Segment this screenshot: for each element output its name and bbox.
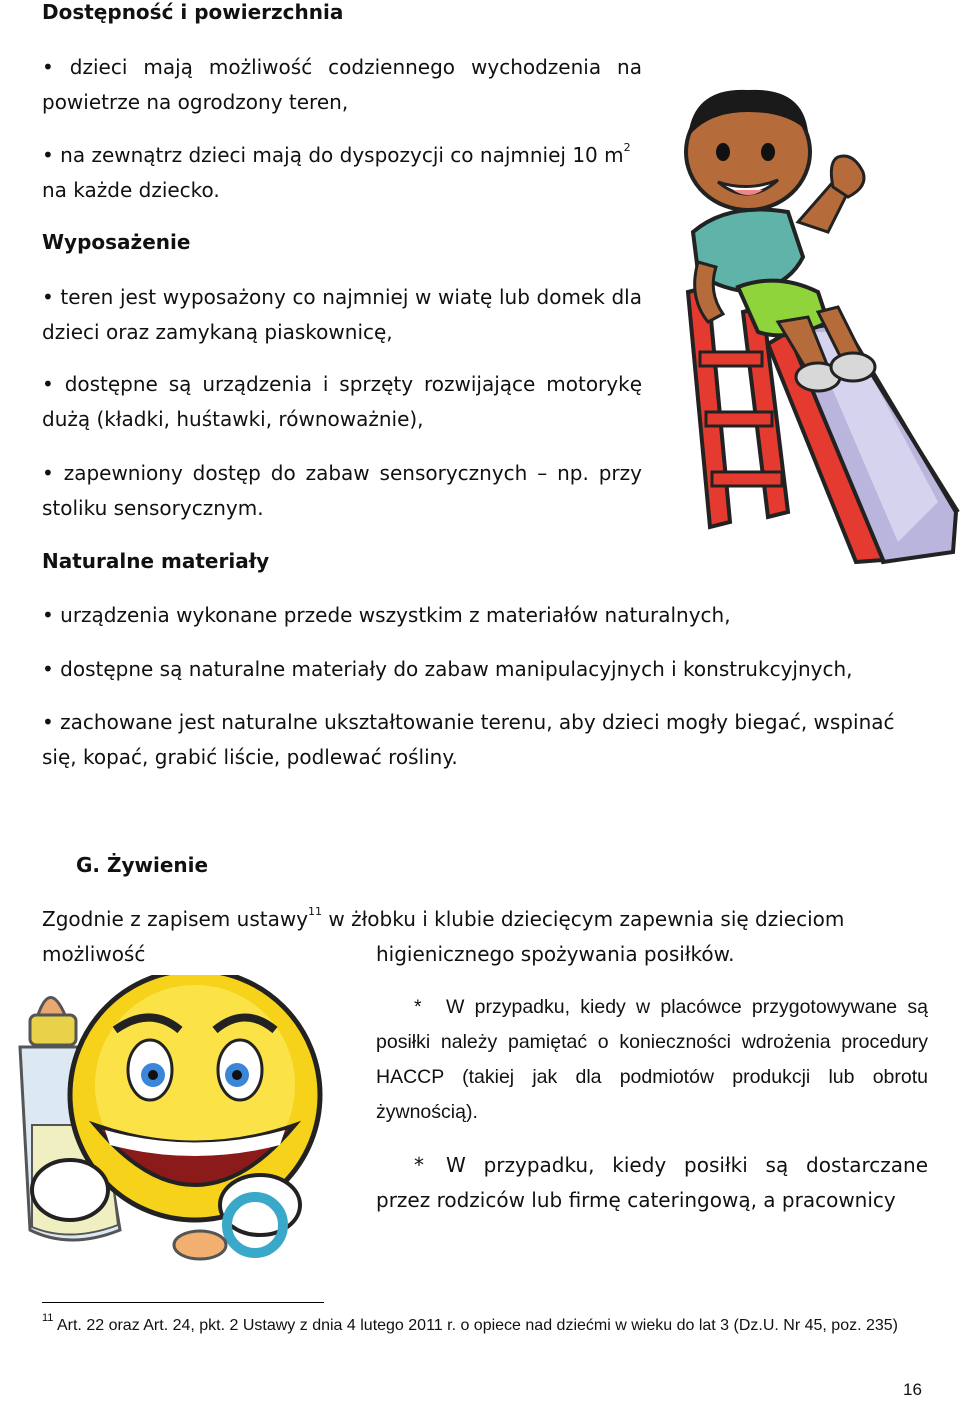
footnote <box>42 1311 922 1338</box>
intro-part-b: w żłobku i klubie dziecięcym zapewnia się dzieciom możliwość <box>42 907 845 966</box>
bullet-area <box>42 138 652 208</box>
asterisk-bullet: * <box>414 1153 424 1177</box>
item-delivered-text: W przypadku, kiedy posiłki są dostarczane przez rodziców lub firmę cateringową, a pracownicy <box>376 1153 928 1212</box>
area-superscript: 2 <box>623 141 631 155</box>
bullet-natural-devices: • urządzenia wykonane przede wszystkim z materiałów naturalnych, <box>42 603 731 627</box>
bullet-motor-equipment: • dostępne są urządzenia i sprzęty rozwijające motorykę dużą (kładki, huśtawki, równoważnie), <box>42 372 642 431</box>
bullet-shelter: • teren jest wyposażony co najmniej w wiatę lub domek dla dzieci oraz zamykaną piaskownicę, <box>42 285 642 344</box>
item-delivered-meals <box>376 1148 928 1218</box>
item-haccp <box>376 990 928 1130</box>
footnote-text: Art. 22 oraz Art. 24, pkt. 2 Ustawy z dnia 4 lutego 2011 r. o opiece nad dziećmi w wieku do lat 3 (Dz.U. Nr 45, poz. 235) <box>53 1317 898 1334</box>
smiley-bottle-pacifier-illustration <box>10 975 370 1275</box>
intro-part-a: Zgodnie z zapisem ustawy <box>42 907 309 931</box>
page-number: 16 <box>903 1380 922 1399</box>
footnote-number: 11 <box>42 1311 54 1324</box>
bullet-outdoor-access: • dzieci mają możliwość codziennego wychodzenia na powietrze na ogrodzony teren, <box>42 55 642 114</box>
child-on-slide-illustration <box>668 82 960 582</box>
footnote-separator <box>42 1302 324 1303</box>
item-haccp-text: W przypadku, kiedy w placówce przygotowywane są posiłki należy pamiętać o konieczności wdrożenia procedury HACCP (takiej jak dla podmiotów produkcji lub obrotu żywnością). <box>376 996 928 1123</box>
heading-equipment: Wyposażenie <box>42 230 191 254</box>
asterisk-bullet: * <box>414 996 422 1018</box>
bullet-sensory: • zapewniony dostęp do zabaw sensorycznych – np. przy stoliku sensorycznym. <box>42 461 642 520</box>
heading-availability: Dostępność i powierzchnia <box>42 0 344 24</box>
bullet-terrain: • zachowane jest naturalne ukształtowanie terenu, aby dzieci mogły biegać, wspinać się, kopać, grabić liście, podlewać rośliny. <box>42 710 895 769</box>
bullet-area-text: • na zewnątrz dzieci mają do dyspozycji co najmniej 10 m <box>42 143 624 167</box>
heading-natural-materials: Naturalne materiały <box>42 549 270 573</box>
bullet-area-tail: na każde dziecko. <box>42 178 220 202</box>
bullet-natural-materials: • dostępne są naturalne materiały do zabaw manipulacyjnych i konstrukcyjnych, <box>42 657 853 681</box>
intro-paragraph-line2: higienicznego spożywania posiłków. <box>376 942 735 966</box>
section-heading-nutrition: G. Żywienie <box>76 853 209 877</box>
footnote-ref: 11 <box>308 905 323 919</box>
